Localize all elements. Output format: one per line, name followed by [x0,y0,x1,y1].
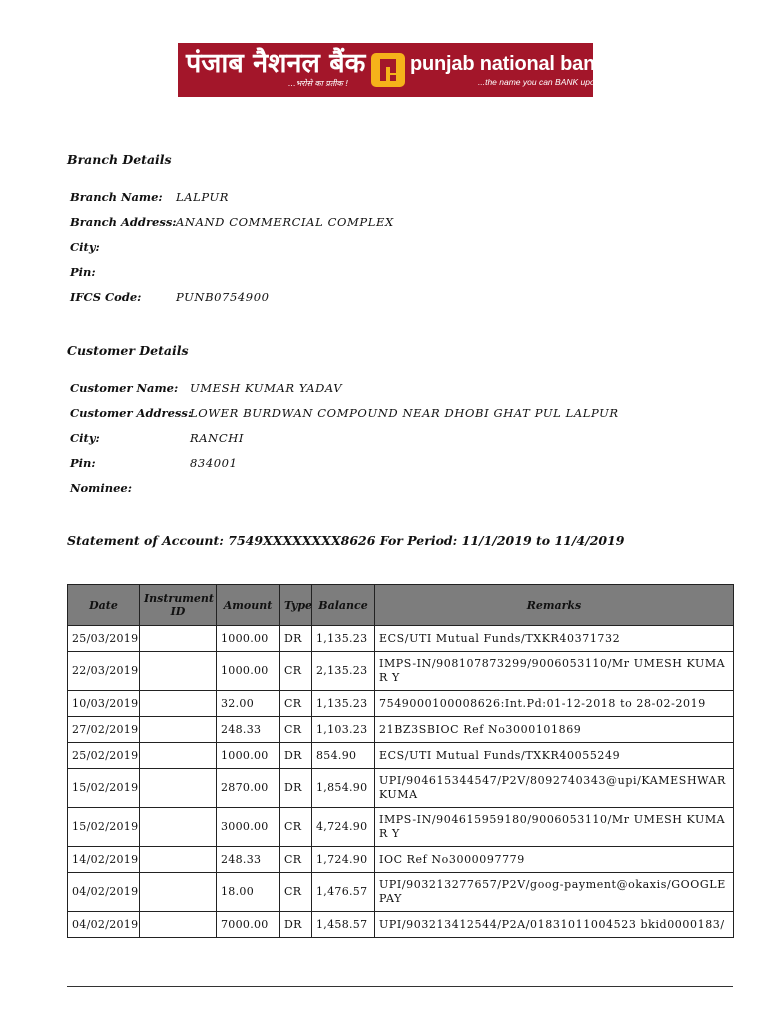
cell-instrument [140,769,217,808]
branch-name-value: LALPUR [176,190,230,204]
customer-pin-value: 834001 [190,456,238,470]
cell-type: DR [280,912,312,938]
cell-remarks: IOC Ref No3000097779 [375,847,734,873]
cell-amount: 3000.00 [217,808,280,847]
cell-instrument [140,691,217,717]
table-row [68,717,734,743]
cell-amount: 1000.00 [217,652,280,691]
cell-balance: 1,458.57 [312,912,375,938]
col-header-amount: Amount [217,585,280,626]
customer-city-value: RANCHI [190,431,244,445]
cell-date: 15/02/2019 [68,808,140,847]
transactions-table [67,584,734,938]
table-header-row [68,585,734,626]
bank-logo [178,43,607,97]
cell-date: 10/03/2019 [68,691,140,717]
cell-date: 04/02/2019 [68,912,140,938]
cell-instrument [140,847,217,873]
cell-date: 22/03/2019 [68,652,140,691]
branch-address-value: ANAND COMMERCIAL COMPLEX [176,215,394,229]
cell-amount: 32.00 [217,691,280,717]
customer-nominee-label: Nominee: [70,481,132,495]
cell-type: CR [280,808,312,847]
cell-date: 14/02/2019 [68,847,140,873]
col-header-date: Date [68,585,140,626]
cell-amount: 1000.00 [217,743,280,769]
cell-amount: 248.33 [217,717,280,743]
table-row [68,873,734,912]
cell-balance: 854.90 [312,743,375,769]
customer-city-label: City: [70,431,100,445]
cell-instrument [140,626,217,652]
table-row [68,691,734,717]
pnb-emblem-icon [371,53,405,87]
cell-instrument [140,743,217,769]
customer-details-title: Customer Details [67,343,189,358]
cell-balance: 4,724.90 [312,808,375,847]
footer-divider [67,986,733,987]
table-row [68,626,734,652]
customer-name-value: UMESH KUMAR YADAV [190,381,343,395]
cell-type: CR [280,652,312,691]
branch-address-label: Branch Address: [70,215,177,229]
logo-hindi-tagline: ...भरोसे का प्रतीक ! [288,79,349,88]
cell-instrument [140,873,217,912]
col-header-remarks: Remarks [375,585,734,626]
cell-balance: 1,724.90 [312,847,375,873]
cell-instrument [140,808,217,847]
cell-remarks: 21BZ3SBIOC Ref No3000101869 [375,717,734,743]
cell-amount: 1000.00 [217,626,280,652]
cell-date: 04/02/2019 [68,873,140,912]
cell-amount: 7000.00 [217,912,280,938]
branch-details-title: Branch Details [67,152,172,167]
cell-remarks: UPI/904615344547/P2V/8092740343@upi/KAMESHWAR KUMA [375,769,734,808]
cell-type: CR [280,847,312,873]
cell-type: CR [280,691,312,717]
table-row [68,769,734,808]
cell-instrument [140,652,217,691]
cell-date: 25/02/2019 [68,743,140,769]
cell-balance: 1,103.23 [312,717,375,743]
customer-name-label: Customer Name: [70,381,179,395]
branch-city-label: City: [70,240,100,254]
table-row [68,847,734,873]
cell-type: DR [280,769,312,808]
cell-instrument [140,717,217,743]
col-header-type: Type [280,585,312,626]
customer-address-value: LOWER BURDWAN COMPOUND NEAR DHOBI GHAT PUL LALPUR [190,406,619,420]
logo-english-name: punjab national bank [410,53,607,75]
table-row [68,912,734,938]
cell-type: DR [280,626,312,652]
cell-remarks: ECS/UTI Mutual Funds/TXKR40371732 [375,626,734,652]
cell-balance: 1,476.57 [312,873,375,912]
cell-balance: 1,854.90 [312,769,375,808]
cell-amount: 18.00 [217,873,280,912]
branch-pin-label: Pin: [70,265,96,279]
cell-remarks: ECS/UTI Mutual Funds/TXKR40055249 [375,743,734,769]
cell-remarks: UPI/903213412544/P2A/01831011004523 bkid0000183/ [375,912,734,938]
table-row [68,652,734,691]
cell-type: CR [280,717,312,743]
customer-pin-label: Pin: [70,456,96,470]
cell-type: CR [280,873,312,912]
cell-date: 27/02/2019 [68,717,140,743]
logo-english-tagline: ...the name you can BANK upon ! [478,77,605,87]
logo-hindi-name: पंजाब नैशनल बैंक [186,48,366,79]
cell-type: DR [280,743,312,769]
cell-remarks: UPI/903213277657/P2V/goog-payment@okaxis/GOOGLEPAY [375,873,734,912]
cell-amount: 2870.00 [217,769,280,808]
cell-date: 15/02/2019 [68,769,140,808]
cell-balance: 1,135.23 [312,626,375,652]
col-header-instrument-id: Instrument ID [140,585,217,626]
cell-instrument [140,912,217,938]
branch-name-label: Branch Name: [70,190,163,204]
branch-ifsc-label: IFCS Code: [70,290,142,304]
cell-balance: 2,135.23 [312,652,375,691]
cell-remarks: IMPS-IN/908107873299/9006053110/Mr UMESH KUMAR Y [375,652,734,691]
cell-remarks: IMPS-IN/904615959180/9006053110/Mr UMESH KUMAR Y [375,808,734,847]
table-row [68,808,734,847]
customer-address-label: Customer Address: [70,406,193,420]
statement-title: Statement of Account: 7549XXXXXXXX8626 For Period: 11/1/2019 to 11/4/2019 [67,533,625,548]
table-row [68,743,734,769]
cell-remarks: 7549000100008626:Int.Pd:01-12-2018 to 28-02-2019 [375,691,734,717]
cell-date: 25/03/2019 [68,626,140,652]
cell-amount: 248.33 [217,847,280,873]
col-header-balance: Balance [312,585,375,626]
cell-balance: 1,135.23 [312,691,375,717]
branch-ifsc-value: PUNB0754900 [176,290,270,304]
